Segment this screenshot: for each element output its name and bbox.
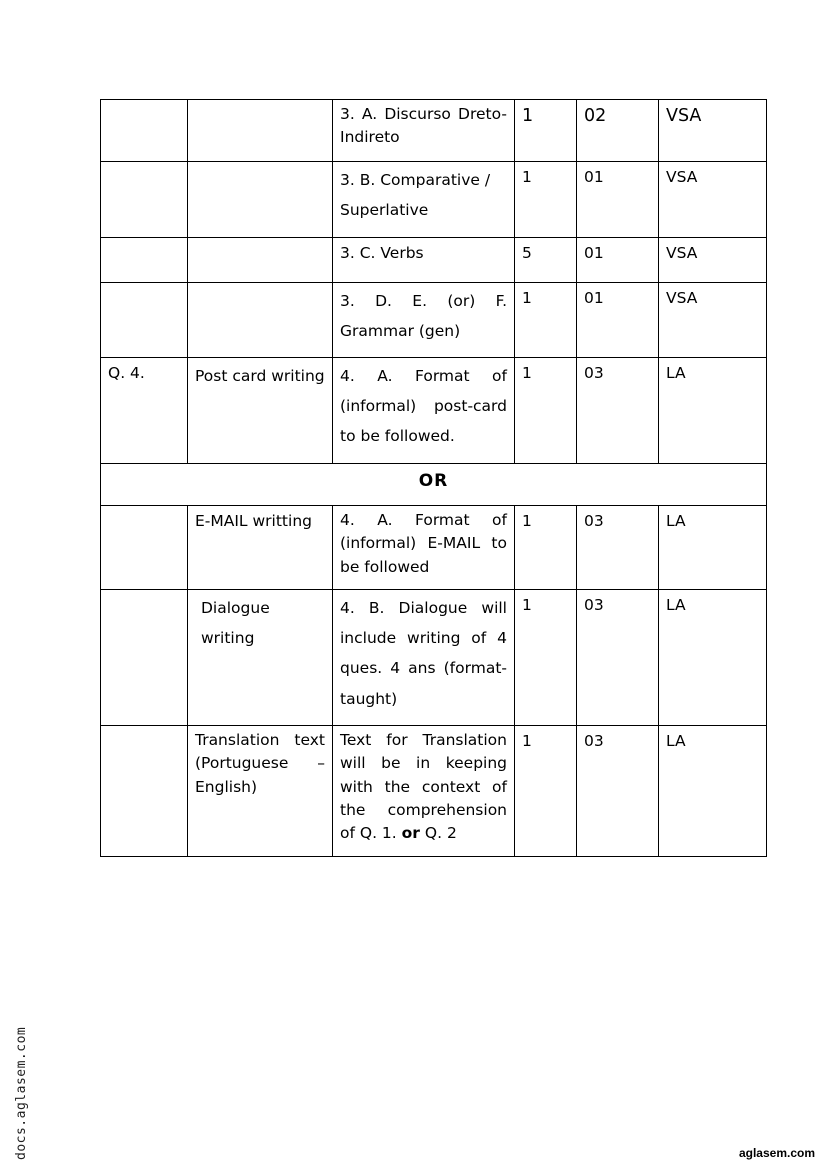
topic-cell: Post card writing [188,358,333,464]
table-row [101,238,767,283]
question-cell [101,100,188,162]
number-cell: 01 [577,283,659,358]
type-cell: LA [659,506,767,590]
marks-cell: 1 [515,726,577,857]
type-cell: VSA [659,283,767,358]
marks-cell: 5 [515,238,577,283]
marks-cell: 1 [515,100,577,162]
source-watermark: docs.aglasem.com [14,1026,29,1160]
question-cell [101,238,188,283]
type-cell: LA [659,590,767,726]
table-row [101,162,767,238]
type-cell: VSA [659,100,767,162]
table-row [101,590,767,726]
number-cell: 01 [577,162,659,238]
table-row [101,506,767,590]
description-cell: 3. B. Comparative / Superlative [333,162,515,238]
description-cell: 3. A. Discurso Dreto- Indireto [333,100,515,162]
description-cell: 4. A. Format of (informal) post-card to be followed. [333,358,515,464]
marks-distribution-table [100,99,767,857]
table-row [101,100,767,162]
topic-cell: E-MAIL writting [188,506,333,590]
description-cell: 3. D. E. (or) F. Grammar (gen) [333,283,515,358]
type-cell: VSA [659,162,767,238]
marks-cell: 1 [515,358,577,464]
question-cell [101,506,188,590]
number-cell: 02 [577,100,659,162]
topic-cell [188,162,333,238]
description-cell: 3. C. Verbs [333,238,515,283]
number-cell: 01 [577,238,659,283]
question-cell [101,162,188,238]
description-cell: 4. B. Dialogue will include writing of 4 ques. 4 ans (format-taught) [333,590,515,726]
question-cell: Q. 4. [101,358,188,464]
question-cell [101,283,188,358]
type-cell: LA [659,358,767,464]
description-cell: 4. A. Format of (informal) E-MAIL to be followed [333,506,515,590]
footer-brand: aglasem.com [738,1146,815,1160]
type-cell: LA [659,726,767,857]
question-cell [101,590,188,726]
or-text: or [401,824,420,842]
or-label: OR [101,464,767,506]
marks-cell: 1 [515,506,577,590]
marks-cell: 1 [515,283,577,358]
marks-cell: 1 [515,162,577,238]
number-cell: 03 [577,506,659,590]
topic-cell [188,100,333,162]
description-text: Text for Translation will be in keeping with the context of the comprehension of Q. 1. [340,731,507,842]
topic-cell [188,238,333,283]
number-cell: 03 [577,590,659,726]
or-separator-row [101,464,767,506]
type-cell: VSA [659,238,767,283]
topic-cell [188,283,333,358]
table-row [101,726,767,857]
topic-cell: Dialogue writing [188,590,333,726]
number-cell: 03 [577,726,659,857]
number-cell: 03 [577,358,659,464]
description-text-end: Q. 2 [424,824,457,842]
table-row [101,358,767,464]
marks-cell: 1 [515,590,577,726]
table-row [101,283,767,358]
description-cell [333,726,515,857]
question-cell [101,726,188,857]
topic-cell: Translation text (Portuguese – English) [188,726,333,857]
